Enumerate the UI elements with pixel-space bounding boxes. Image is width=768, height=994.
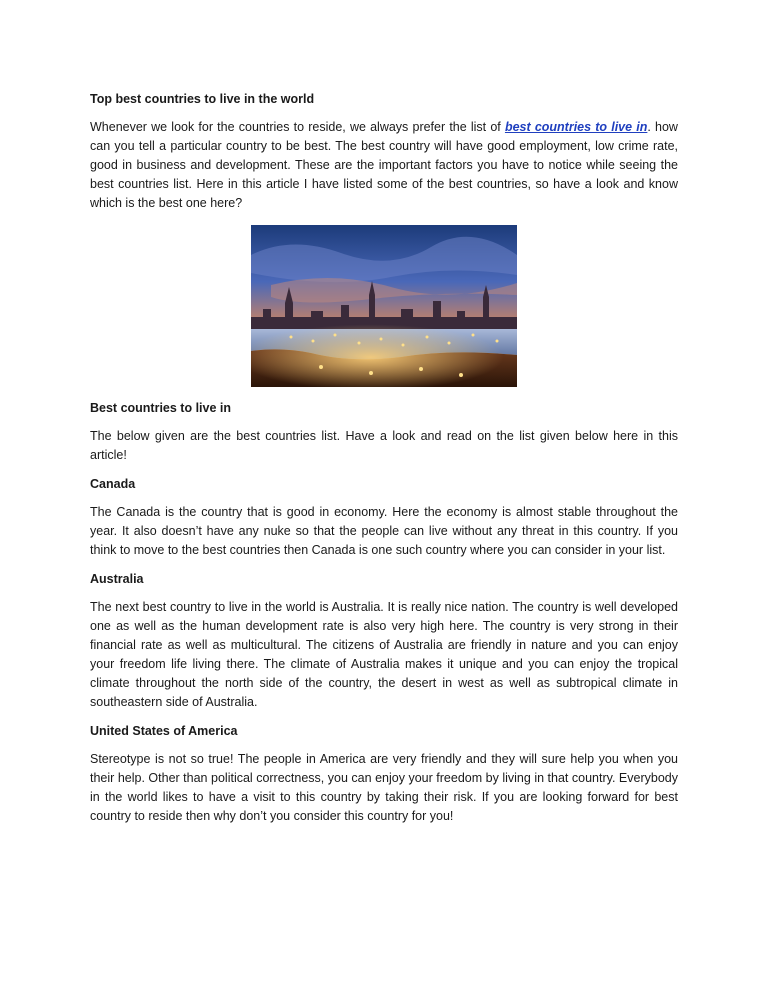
country-heading-australia: Australia: [90, 572, 144, 586]
country-paragraph-usa: Stereotype is not so true! The people in America are very friendly and they will sure help you when you their help. Other than political correctness, you can enjoy your freedom by living in that country. Everybody in the world likes to have a visit to this country by taking their risk. If you are looking forward for best country to reside then why don’t you consider this country for you!: [90, 752, 678, 823]
section-intro-paragraph: The below given are the best countries list. Have a look and read on the list given below here in this article!: [90, 429, 678, 462]
figure: [90, 225, 678, 387]
country-paragraph-canada: The Canada is the country that is good in economy. Here the economy is almost stable throughout the year. It also doesn’t have any nuke so that the people can live without any threat in this country. If you think to move to the best countries then Canada is one such country where you can consider in your list.: [90, 505, 678, 557]
intro-text-after-link: . how can you tell a particular country to be best. The best country will have good employment, low crime rate, good in business and development. These are the important factors you have to notice while seeing the best countries list. Here in this article I have listed some of the best countries, so have a look and know which is the best one here?: [90, 120, 678, 210]
intro-text-before-link: Whenever we look for the countries to reside, we always prefer the list of: [90, 120, 505, 134]
country-heading-canada: Canada: [90, 477, 136, 491]
article-title: Top best countries to live in the world: [90, 92, 315, 106]
country-heading-usa: United States of America: [90, 724, 238, 738]
intro-paragraph: [90, 118, 678, 213]
document-page: [90, 90, 678, 836]
section-heading: Best countries to live in: [90, 401, 232, 415]
best-countries-link[interactable]: best countries to live in: [504, 120, 648, 134]
country-paragraph-australia: The next best country to live in the world is Australia. It is really nice nation. The country is well developed one as well as the human development rate is also very high here. The country is very strong in their financial rate as well as multicultural. The citizens of Australia are friendly in nature and you can enjoy your freedom life living there. The climate of Australia makes it unique and you can enjoy the tropical climate throughout the north side of the country, the desert in west as well as subtropical climate in southeastern side of Australia.: [90, 600, 678, 709]
city-skyline-photo: [251, 225, 517, 387]
